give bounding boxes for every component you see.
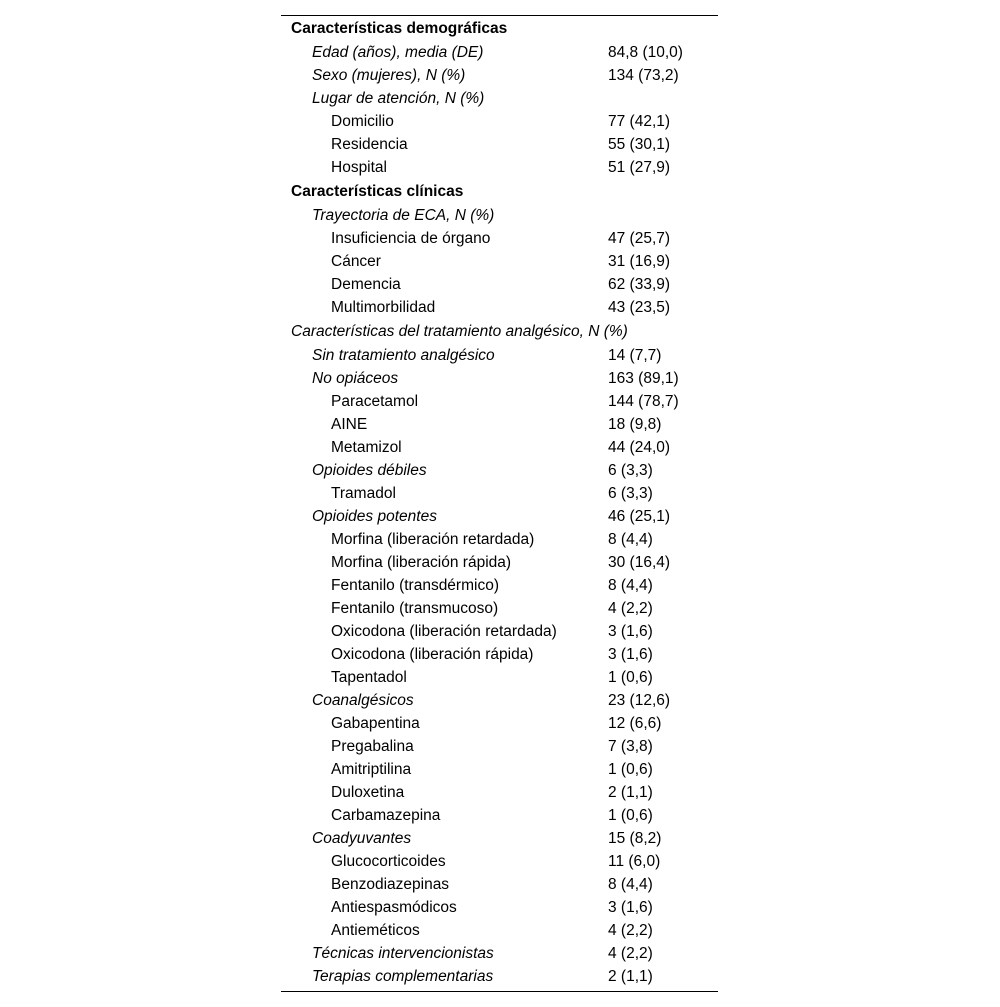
row-label: Insuficiencia de órgano	[331, 230, 491, 247]
table-section-header	[281, 180, 718, 204]
row-label: Hospital	[331, 159, 387, 176]
row-value: 1 (0,6)	[608, 761, 653, 778]
row-label: Amitriptilina	[331, 761, 412, 778]
row-value: 134 (73,2)	[608, 67, 679, 84]
table-row	[281, 712, 718, 735]
row-value: 3 (1,6)	[608, 623, 653, 640]
table-row	[281, 689, 718, 712]
table-row	[281, 528, 718, 551]
row-label: Coanalgésicos	[312, 692, 414, 709]
row-label: No opiáceos	[312, 370, 399, 387]
table-row	[281, 296, 718, 319]
table-row	[281, 804, 718, 827]
table-row	[281, 250, 718, 273]
table-row	[281, 413, 718, 436]
row-label: Coadyuvantes	[312, 830, 412, 847]
row-value: 7 (3,8)	[608, 738, 653, 755]
row-label: Fentanilo (transmucoso)	[331, 600, 499, 617]
row-value: 1 (0,6)	[608, 807, 653, 824]
table-row	[281, 942, 718, 965]
row-label: Pregabalina	[331, 738, 414, 755]
table-row	[281, 390, 718, 413]
row-label: Características clínicas	[291, 183, 464, 200]
table-row	[281, 850, 718, 873]
row-label: Domicilio	[331, 113, 394, 130]
table-row	[281, 597, 718, 620]
table-row	[281, 643, 718, 666]
row-label: Morfina (liberación rápida)	[331, 554, 512, 571]
row-value: 4 (2,2)	[608, 600, 653, 617]
table-row	[281, 459, 718, 482]
table-section-header	[281, 320, 718, 344]
table-row	[281, 227, 718, 250]
table-row	[281, 133, 718, 156]
row-value: 30 (16,4)	[608, 554, 671, 571]
row-value: 31 (16,9)	[608, 253, 671, 270]
row-value: 1 (0,6)	[608, 669, 653, 686]
row-label: Oxicodona (liberación rápida)	[331, 646, 534, 663]
row-label: AINE	[331, 416, 368, 433]
row-label: Morfina (liberación retardada)	[331, 531, 535, 548]
table-row	[281, 87, 718, 110]
row-label: Residencia	[331, 136, 408, 153]
row-label: Terapias complementarias	[312, 968, 494, 985]
row-label: Glucocorticoides	[331, 853, 446, 870]
row-value: 44 (24,0)	[608, 439, 671, 456]
table-row	[281, 273, 718, 296]
row-label: Gabapentina	[331, 715, 420, 732]
row-label: Tapentadol	[331, 669, 407, 686]
table-row	[281, 758, 718, 781]
table-row	[281, 204, 718, 227]
row-label: Antieméticos	[331, 922, 420, 939]
row-label: Oxicodona (liberación retardada)	[331, 623, 557, 640]
row-value: 84,8 (10,0)	[608, 44, 683, 61]
row-label: Antiespasmódicos	[331, 899, 457, 916]
row-value: 144 (78,7)	[608, 393, 679, 410]
row-value: 163 (89,1)	[608, 370, 679, 387]
table-row	[281, 482, 718, 505]
row-value: 6 (3,3)	[608, 485, 653, 502]
row-value: 23 (12,6)	[608, 692, 671, 709]
row-value: 2 (1,1)	[608, 968, 653, 985]
table-row	[281, 965, 718, 988]
row-label: Metamizol	[331, 439, 402, 456]
table-row	[281, 666, 718, 689]
row-label: Cáncer	[331, 253, 381, 270]
table-row	[281, 620, 718, 643]
row-value: 4 (2,2)	[608, 945, 653, 962]
row-label: Lugar de atención, N (%)	[312, 90, 485, 107]
row-label: Características del tratamiento analgésico, N (%)	[291, 323, 628, 340]
row-value: 43 (23,5)	[608, 299, 671, 316]
table-row	[281, 735, 718, 758]
row-value: 51 (27,9)	[608, 159, 671, 176]
table-row	[281, 436, 718, 459]
table-row	[281, 919, 718, 942]
table-row	[281, 574, 718, 597]
table-row	[281, 344, 718, 367]
table-row	[281, 367, 718, 390]
table-row	[281, 505, 718, 528]
row-label: Demencia	[331, 276, 401, 293]
table-row	[281, 896, 718, 919]
row-value: 18 (9,8)	[608, 416, 662, 433]
row-value: 2 (1,1)	[608, 784, 653, 801]
row-label: Técnicas intervencionistas	[312, 945, 494, 962]
table-row	[281, 110, 718, 133]
table-row	[281, 873, 718, 896]
row-value: 14 (7,7)	[608, 347, 662, 364]
row-value: 6 (3,3)	[608, 462, 653, 479]
row-value: 4 (2,2)	[608, 922, 653, 939]
table-row	[281, 156, 718, 179]
row-value: 8 (4,4)	[608, 531, 653, 548]
row-label: Opioides potentes	[312, 508, 437, 525]
row-label: Multimorbilidad	[331, 299, 436, 316]
table-row	[281, 781, 718, 804]
row-value: 8 (4,4)	[608, 577, 653, 594]
row-value: 55 (30,1)	[608, 136, 671, 153]
row-value: 77 (42,1)	[608, 113, 671, 130]
row-label: Tramadol	[331, 485, 396, 502]
row-label: Opioides débiles	[312, 462, 427, 479]
table-row	[281, 551, 718, 574]
table-row	[281, 64, 718, 87]
row-value: 46 (25,1)	[608, 508, 671, 525]
row-label: Paracetamol	[331, 393, 419, 410]
row-value: 3 (1,6)	[608, 899, 653, 916]
row-value: 8 (4,4)	[608, 876, 653, 893]
row-label: Fentanilo (transdérmico)	[331, 577, 499, 594]
row-label: Sin tratamiento analgésico	[312, 347, 495, 364]
row-label: Características demográficas	[291, 20, 508, 37]
row-label: Carbamazepina	[331, 807, 441, 824]
row-label: Edad (años), media (DE)	[312, 44, 484, 61]
row-value: 11 (6,0)	[608, 853, 661, 870]
row-label: Benzodiazepinas	[331, 876, 450, 893]
row-value: 47 (25,7)	[608, 230, 671, 247]
characteristics-table	[281, 15, 718, 992]
row-label: Duloxetina	[331, 784, 405, 801]
row-value: 12 (6,6)	[608, 715, 662, 732]
table-row	[281, 41, 718, 64]
row-value: 62 (33,9)	[608, 276, 671, 293]
table-section-header	[281, 17, 718, 41]
row-value: 3 (1,6)	[608, 646, 653, 663]
row-label: Trayectoria de ECA, N (%)	[312, 207, 495, 224]
row-value: 15 (8,2)	[608, 830, 662, 847]
table-row	[281, 827, 718, 850]
row-label: Sexo (mujeres), N (%)	[312, 67, 466, 84]
